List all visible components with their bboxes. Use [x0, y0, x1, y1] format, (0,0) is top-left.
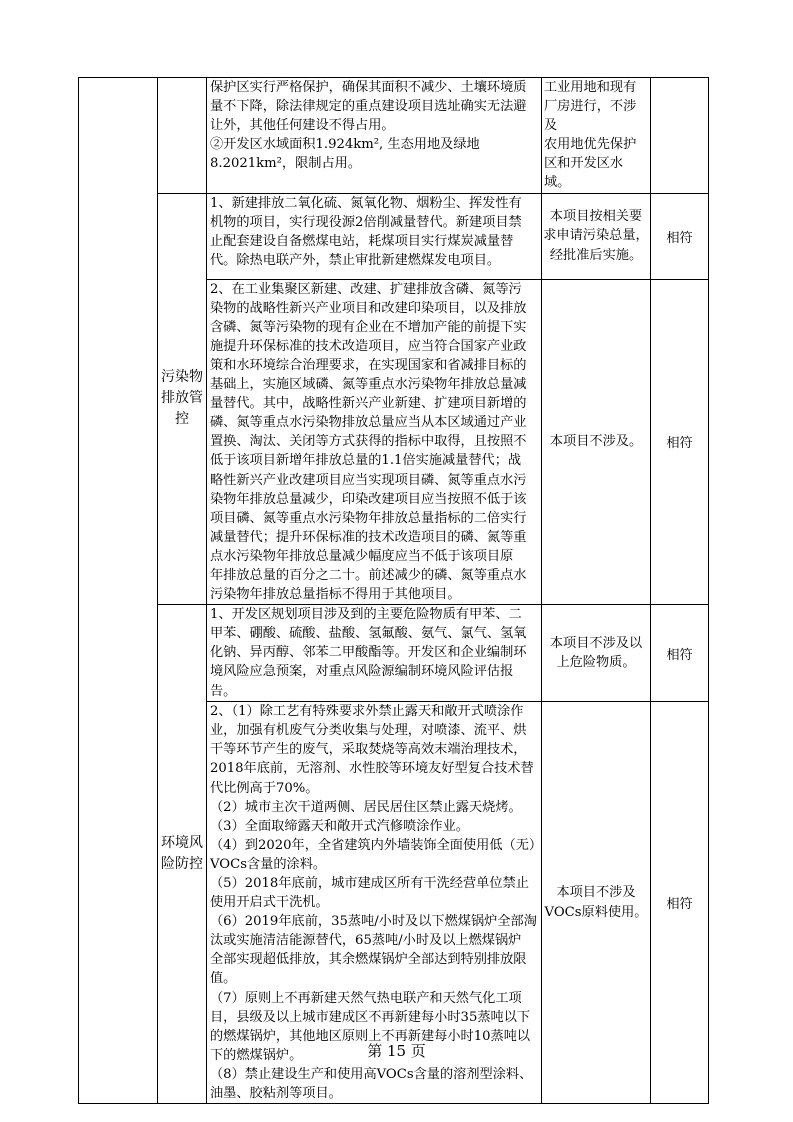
content-cell [207, 193, 542, 279]
text-line: 干等环节产生的废气，采取焚烧等高效末端治理技术， [210, 742, 527, 758]
category-label: 污染物排放管控 [161, 369, 203, 428]
table-row [79, 193, 709, 279]
response-lines [542, 78, 650, 193]
text-line: 业，加强有机废气分类收集与处理，对喷漆、流平、烘 [210, 723, 527, 739]
text-line: 磷、氮等重点水污染物排放总量应当从本区域通过产业 [210, 415, 527, 431]
category-cell [158, 193, 207, 605]
result-cell [651, 605, 709, 702]
text-line: 止配套建设自备燃煤电站，耗煤项目实行煤炭减量替 [210, 233, 514, 249]
content-lines [207, 78, 541, 173]
content-lines [207, 280, 541, 605]
text-line: 本项目按相关要 [549, 208, 643, 224]
text-line: 全部实现超低排放，其余燃煤锅炉全部达到特别排放限 [210, 952, 527, 968]
text-line: 本项目不涉及以 [549, 635, 643, 651]
text-line: 的燃煤锅炉，其他地区原则上不再新建每小时10蒸吨以 [210, 1028, 531, 1044]
response-lines [542, 634, 650, 673]
text-line: 代比例高于70%。 [210, 780, 319, 796]
text-line: 8.2021km²，限制占用。 [210, 156, 362, 172]
text-line: （2）城市主次干道两侧、居民居住区禁止露天烧烤。 [210, 799, 522, 815]
text-line: 本项目不涉及。 [549, 434, 643, 450]
text-line: 目，县级及以上城市建成区不再新建每小时35蒸吨以下 [210, 1009, 531, 1025]
response-cell [542, 605, 651, 702]
text-line: 境风险应急预案，对重点风险源编制环境风险评估报 [210, 664, 514, 680]
text-line: 本项目不涉及 [556, 885, 636, 901]
response-cell [542, 193, 651, 279]
text-line: 策和水环境综合治理要求，在实现国家和省减排目标的 [210, 357, 527, 373]
text-line: 施提升环保标准的技术改造项目，应当符合国家产业政 [210, 338, 527, 354]
text-line: 染物年排放总量减少，印染改建项目应当按照不低于该 [210, 491, 527, 507]
text-line: 污染物年排放总量指标不得用于其他项目。 [210, 587, 461, 603]
content-cell [207, 78, 542, 194]
text-line: 年排放总量的百分之二十。前述减少的磷、氮等重点水 [210, 567, 527, 583]
text-line: （7）原则上不再新建天然气热电联产和天然气化工项 [210, 990, 522, 1006]
blank-cell [79, 78, 158, 1104]
text-line: 1、新建排放二氧化硫、氮氧化物、烟粉尘、挥发性有 [210, 195, 522, 211]
text-line: 点水污染物年排放总量减少幅度应当不低于该项目原 [210, 548, 514, 564]
page-number: 第 15 页 [367, 1042, 426, 1060]
text-line: 2、（1）除工艺有特殊要求外禁止露天和敞开式喷涂作 [210, 704, 524, 720]
text-line: 量不下降，除法律规定的重点建设项目选址确实无法避 [210, 99, 527, 115]
text-line: （8）禁止建设生产和使用高VOCs含量的溶剂型涂料、 [210, 1066, 533, 1082]
response-lines [542, 432, 650, 452]
text-line: 值。 [210, 971, 237, 987]
result-label: 相符 [666, 230, 693, 246]
text-line: 告。 [210, 683, 237, 699]
text-line: 保护区实行严格保护，确保其面积不减少、土壤环境质 [210, 80, 527, 95]
text-line: 染物的战略性新兴产业项目和改建印染项目，以及排放 [210, 300, 527, 316]
table-row [79, 605, 709, 702]
text-line: 量替代。其中，战略性新兴产业新建、扩建项目新增的 [210, 396, 527, 412]
text-line: 代。除热电联产外，禁止审批新建燃煤发电项目。 [210, 252, 501, 268]
text-line: 1、开发区规划项目涉及到的主要危险物质有甲苯、二 [210, 607, 522, 623]
text-line: 2、在工业集聚区新建、改建、扩建排放含磷、氮等污 [210, 281, 522, 297]
text-line: VOCs含量的涂料。 [210, 856, 327, 872]
category-label: 环境风险防控 [161, 835, 203, 873]
result-label: 相符 [666, 647, 693, 663]
result-cell [651, 279, 709, 605]
text-line: 项目磷、氮等重点水污染物年排放总量指标的二倍实行 [210, 510, 527, 526]
text-line: 2018年底前，无溶剂、水性胶等环境友好型复合技术替 [210, 761, 534, 777]
text-line: 经批准后实施。 [549, 247, 643, 263]
text-line: （6）2019年底前，35蒸吨/小时及以下燃煤锅炉全部淘 [210, 914, 537, 930]
content-cell [207, 605, 542, 702]
text-line: 置换、淘汰、关闭等方式获得的指标中取得，且按照不 [210, 434, 527, 450]
text-line: 上危险物质。 [556, 655, 636, 671]
text-line: （4）到2020年，全省建筑内外墙装饰全面使用低（无） [210, 837, 543, 853]
text-line: VOCs原料使用。 [544, 904, 648, 920]
text-line: （3）全面取缔露天和敞开式汽修喷涂作业。 [210, 818, 469, 834]
response-lines [542, 207, 650, 266]
text-line: 下的燃煤锅炉。 [210, 1047, 303, 1063]
text-line: 让外，其他任何建设不得占用。 [210, 118, 395, 134]
text-line: 汰或实施清洁能源替代，65蒸吨/小时及以上燃煤锅炉 [210, 933, 522, 949]
text-line: 减量替代；提升环保标准的技术改造项目的磷、氮等重 [210, 529, 527, 545]
content-cell [207, 279, 542, 605]
text-line: 机物的项目，实行现役源2倍削减量替代。新建项目禁 [210, 214, 522, 230]
result-cell [651, 193, 709, 279]
content-lines [207, 605, 541, 700]
table-row [79, 78, 709, 194]
text-line: 工业用地和现有 [544, 80, 637, 95]
text-line: 甲苯、硼酸、硫酸、盐酸、氢氟酸、氨气、氯气、氢氧 [210, 626, 527, 642]
text-line: 化钠、异丙醇、邻苯二甲酸酯等。开发区和企业编制环 [210, 645, 527, 661]
text-line: 低于该项目新增年排放总量的1.1倍实施减量替代；战 [210, 453, 522, 469]
content-lines [207, 194, 541, 270]
text-line: 略性新兴产业改建项目应当实现项目磷、氮等重点水污 [210, 472, 527, 488]
response-cell [542, 78, 651, 194]
text-line: （5）2018年底前，城市建成区所有干洗经营单位禁止 [210, 876, 529, 891]
result-cell [651, 78, 709, 194]
text-line: ②开发区水域面积1.924km², 生态用地及绿地 [210, 137, 480, 153]
requirements-table [78, 77, 709, 1104]
response-cell [542, 279, 651, 605]
text-line: 油墨、胶粘剂等项目。 [210, 1086, 342, 1102]
text-line: 含磷、氮等污染物的现有企业在不增加产能的前提下实 [210, 319, 527, 335]
text-line: 农用地优先保护 [544, 137, 637, 153]
text-line: 求申请污染总量， [543, 228, 649, 244]
result-label: 相符 [666, 436, 693, 452]
text-line: 基础上，实施区域磷、氮等重点水污染物年排放总量减 [210, 377, 527, 393]
text-line: 使用开启式干洗机。 [210, 895, 329, 911]
text-line: 区和开发区水域。 [544, 156, 624, 191]
result-label: 相符 [666, 897, 693, 913]
response-lines [542, 883, 650, 922]
category-cell [158, 78, 207, 194]
text-line: 厂房进行，不涉及 [544, 99, 637, 134]
category-cell [158, 605, 207, 1104]
